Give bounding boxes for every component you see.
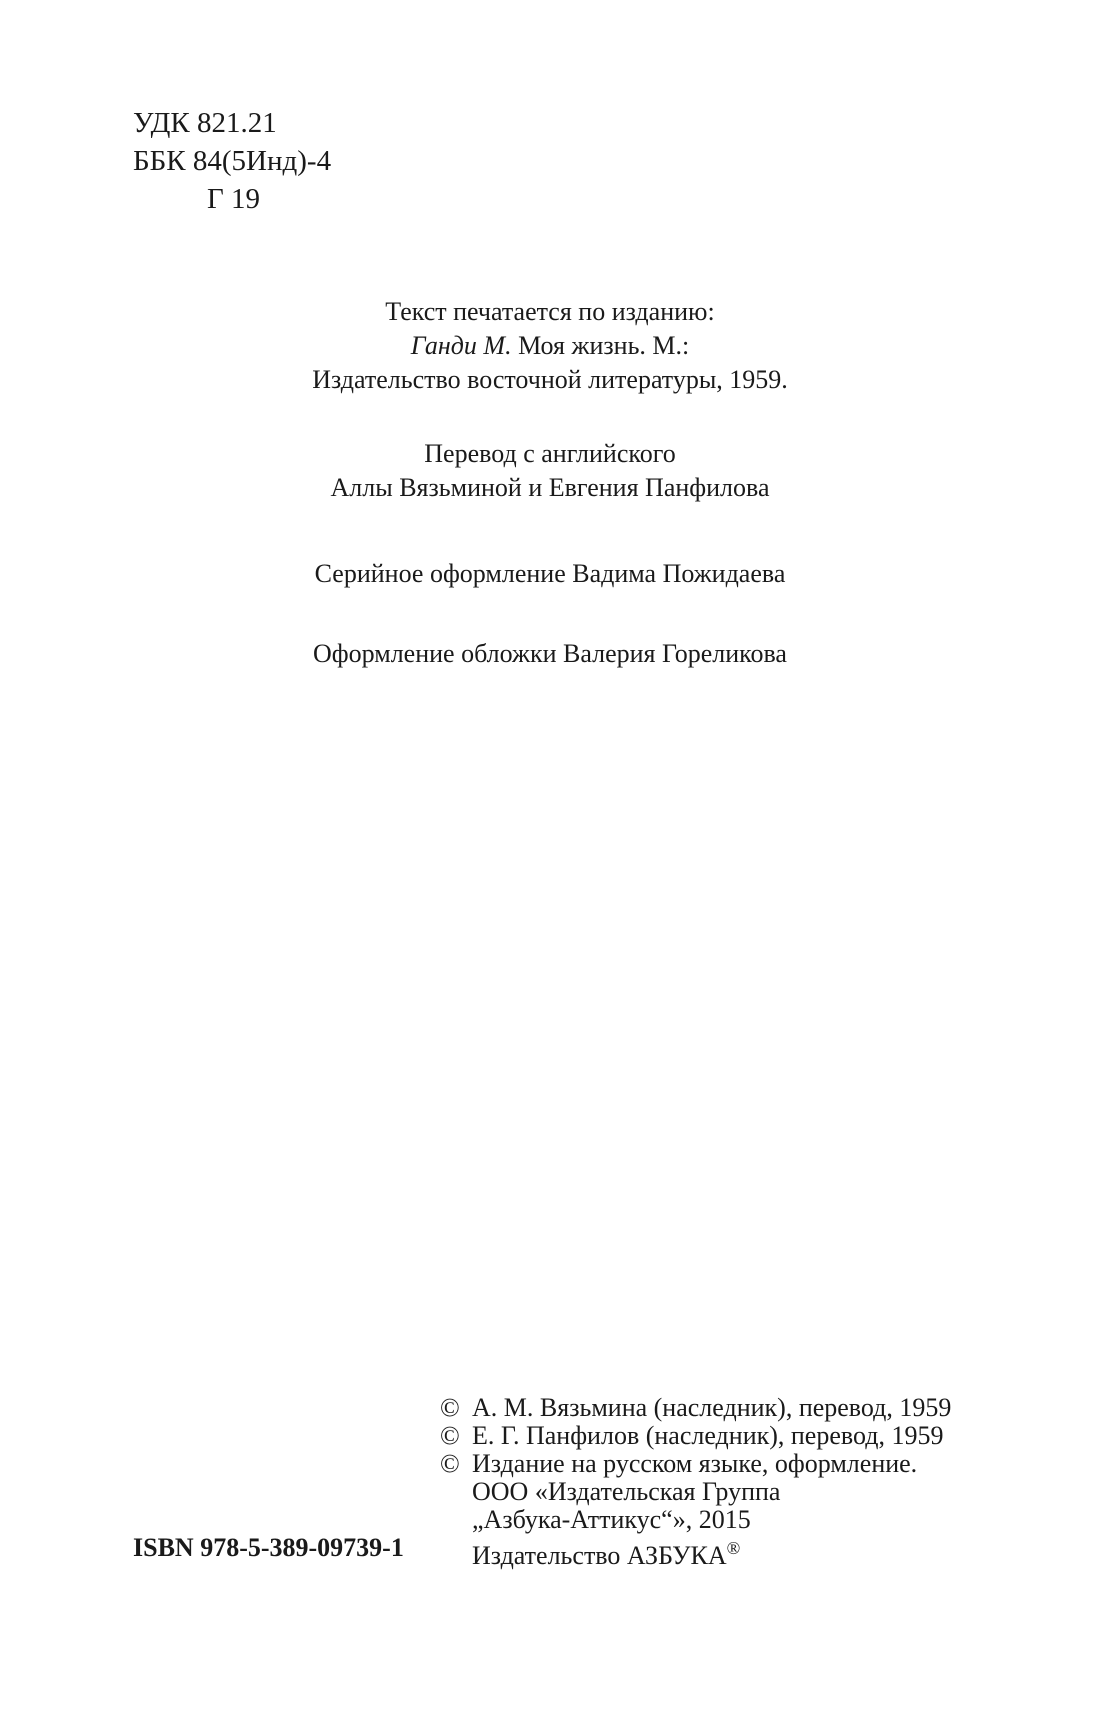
isbn-number: ISBN 978-5-389-09739-1 bbox=[133, 1533, 404, 1562]
udk-code: УДК 821.21 bbox=[133, 107, 277, 139]
registered-mark: ® bbox=[726, 1538, 741, 1558]
copyright-line bbox=[440, 1422, 951, 1450]
copyright-symbol: © bbox=[440, 1421, 460, 1450]
publisher-line bbox=[472, 1534, 917, 1570]
classification-block bbox=[133, 104, 331, 218]
bbk-code: ББК 84(5Инд)-4 bbox=[133, 145, 332, 177]
copyright-symbol: © bbox=[440, 1393, 460, 1422]
publisher-line: Издание на русском языке, оформление. bbox=[472, 1449, 918, 1478]
copyright-text: А. М. Вязьмина (наследник), перевод, 1959 bbox=[472, 1393, 952, 1422]
translation-line-2: Аллы Вязьминой и Евгения Панфилова bbox=[330, 473, 770, 502]
author-mark: Г 19 bbox=[207, 183, 261, 215]
translation-line-1: Перевод с английского bbox=[424, 439, 676, 468]
source-edition-block bbox=[0, 295, 1100, 397]
source-edition-line-1: Текст печатается по изданию: bbox=[385, 297, 715, 326]
source-edition-line-2 bbox=[0, 329, 1100, 363]
copyright-text: Е. Г. Панфилов (наследник), перевод, 1959 bbox=[472, 1421, 944, 1450]
publisher-name: Издательство АЗБУКА bbox=[472, 1541, 727, 1570]
publisher-copyright bbox=[472, 1450, 917, 1570]
copyright-line bbox=[440, 1450, 951, 1570]
series-design-credit: Серийное оформление Вадима Пожидаева bbox=[314, 559, 786, 588]
publisher-line: „Азбука-Аттикус“», 2015 bbox=[472, 1505, 751, 1534]
source-title: Моя жизнь. М.: bbox=[511, 331, 690, 360]
copyright-block bbox=[440, 1394, 951, 1570]
publisher-line: ООО «Издательская Группа bbox=[472, 1477, 781, 1506]
copyright-symbol: © bbox=[440, 1449, 460, 1478]
translation-block bbox=[0, 437, 1100, 505]
source-author: Ганди М. bbox=[410, 331, 512, 360]
copyright-line bbox=[440, 1394, 951, 1422]
source-edition-line-3: Издательство восточной литературы, 1959. bbox=[312, 365, 788, 394]
cover-design-credit: Оформление обложки Валерия Гореликова bbox=[313, 639, 787, 668]
